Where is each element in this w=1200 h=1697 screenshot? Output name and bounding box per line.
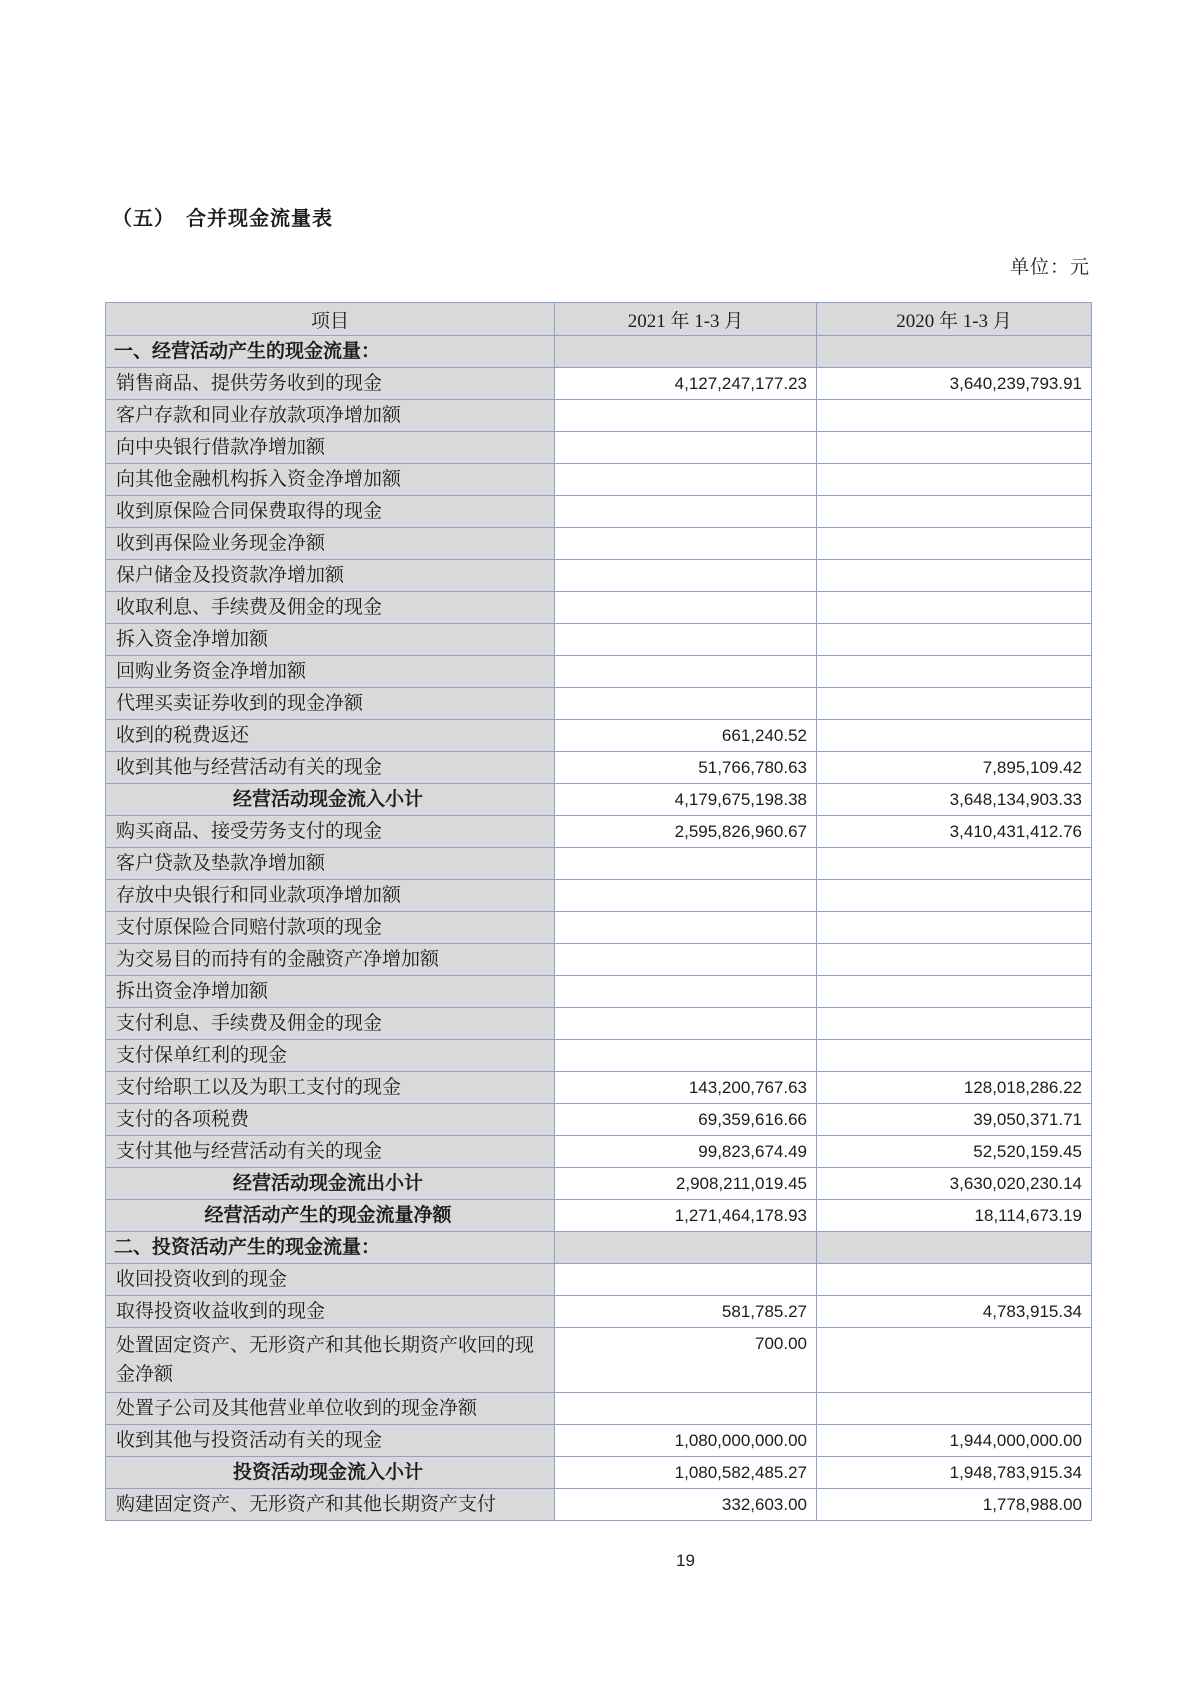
value-2021	[555, 944, 817, 976]
row-label: 投资活动现金流入小计	[106, 1457, 555, 1489]
value-2020	[817, 1393, 1092, 1425]
value-2021	[555, 400, 817, 432]
value-2021: 661,240.52	[555, 720, 817, 752]
row-label: 向中央银行借款净增加额	[106, 432, 555, 464]
table-row	[106, 496, 1092, 528]
table-row	[106, 944, 1092, 976]
value-2021	[555, 592, 817, 624]
value-2021: 143,200,767.63	[555, 1072, 817, 1104]
value-2020	[817, 848, 1092, 880]
table-row	[106, 1040, 1092, 1072]
row-label: 支付的各项税费	[106, 1104, 555, 1136]
value-2020	[817, 656, 1092, 688]
row-label: 客户存款和同业存放款项净增加额	[106, 400, 555, 432]
row-label: 取得投资收益收到的现金	[106, 1296, 555, 1328]
value-2021: 1,080,000,000.00	[555, 1425, 817, 1457]
unit-label: 单位：元	[1009, 257, 1090, 278]
value-2020: 18,114,673.19	[817, 1200, 1092, 1232]
value-2020	[817, 560, 1092, 592]
column-header-2021: 2021 年 1-3 月	[555, 303, 817, 336]
section-title: （五） 合并现金流量表	[112, 208, 333, 230]
value-2020: 7,895,109.42	[817, 752, 1092, 784]
row-label: 代理买卖证券收到的现金净额	[106, 688, 555, 720]
value-2021	[555, 912, 817, 944]
table-row	[106, 560, 1092, 592]
value-2020	[817, 528, 1092, 560]
table-row	[106, 368, 1092, 400]
value-2021	[555, 528, 817, 560]
table-row	[106, 1072, 1092, 1104]
value-2021	[555, 1393, 817, 1425]
row-label: 收回投资收到的现金	[106, 1264, 555, 1296]
row-label: 处置子公司及其他营业单位收到的现金净额	[106, 1393, 555, 1425]
value-2021	[555, 688, 817, 720]
row-label: 客户贷款及垫款净增加额	[106, 848, 555, 880]
value-2020	[817, 688, 1092, 720]
value-2021	[555, 1008, 817, 1040]
table-row	[106, 400, 1092, 432]
row-label: 回购业务资金净增加额	[106, 656, 555, 688]
table-row	[106, 912, 1092, 944]
row-label: 保户储金及投资款净增加额	[106, 560, 555, 592]
value-2021: 2,595,826,960.67	[555, 816, 817, 848]
value-2021	[555, 848, 817, 880]
row-label: 支付保单红利的现金	[106, 1040, 555, 1072]
row-label: 收到其他与经营活动有关的现金	[106, 752, 555, 784]
value-2020: 1,948,783,915.34	[817, 1457, 1092, 1489]
value-2020	[817, 720, 1092, 752]
value-2021	[555, 560, 817, 592]
table-row	[106, 1425, 1092, 1457]
value-2021: 1,080,582,485.27	[555, 1457, 817, 1489]
value-2020	[817, 1232, 1092, 1264]
table-row	[106, 1008, 1092, 1040]
value-2020	[817, 624, 1092, 656]
table-row	[106, 688, 1092, 720]
row-label: 经营活动产生的现金流量净额	[106, 1200, 555, 1232]
value-2021	[555, 1040, 817, 1072]
row-label: 处置固定资产、无形资产和其他长期资产收回的现金净额	[106, 1328, 555, 1393]
row-label: 经营活动现金流入小计	[106, 784, 555, 816]
table-row	[106, 848, 1092, 880]
table-row	[106, 1200, 1092, 1232]
value-2020: 4,783,915.34	[817, 1296, 1092, 1328]
cash-flow-table-body	[106, 336, 1092, 1521]
value-2020: 3,640,239,793.91	[817, 368, 1092, 400]
row-label: 收取利息、手续费及佣金的现金	[106, 592, 555, 624]
value-2020	[817, 1328, 1092, 1393]
row-label: 收到原保险合同保费取得的现金	[106, 496, 555, 528]
row-label: 拆出资金净增加额	[106, 976, 555, 1008]
table-row	[106, 1104, 1092, 1136]
row-label: 二、投资活动产生的现金流量：	[106, 1232, 555, 1264]
table-row	[106, 464, 1092, 496]
value-2021	[555, 432, 817, 464]
value-2020: 52,520,159.45	[817, 1136, 1092, 1168]
row-label: 收到再保险业务现金净额	[106, 528, 555, 560]
table-row	[106, 592, 1092, 624]
row-label: 经营活动现金流出小计	[106, 1168, 555, 1200]
value-2020: 39,050,371.71	[817, 1104, 1092, 1136]
table-row	[106, 656, 1092, 688]
page-number: 19	[676, 1551, 695, 1570]
value-2020	[817, 592, 1092, 624]
table-row	[106, 1296, 1092, 1328]
value-2020	[817, 1040, 1092, 1072]
table-row	[106, 720, 1092, 752]
value-2020	[817, 976, 1092, 1008]
value-2020: 3,410,431,412.76	[817, 816, 1092, 848]
value-2021: 700.00	[555, 1328, 817, 1393]
value-2021: 51,766,780.63	[555, 752, 817, 784]
value-2020: 128,018,286.22	[817, 1072, 1092, 1104]
row-label: 购买商品、接受劳务支付的现金	[106, 816, 555, 848]
table-row	[106, 1264, 1092, 1296]
value-2020: 1,944,000,000.00	[817, 1425, 1092, 1457]
row-label: 收到其他与投资活动有关的现金	[106, 1425, 555, 1457]
row-label: 收到的税费返还	[106, 720, 555, 752]
value-2021: 69,359,616.66	[555, 1104, 817, 1136]
table-row	[106, 1328, 1092, 1393]
value-2020	[817, 1264, 1092, 1296]
value-2020	[817, 496, 1092, 528]
row-label: 支付利息、手续费及佣金的现金	[106, 1008, 555, 1040]
value-2020: 3,648,134,903.33	[817, 784, 1092, 816]
row-label: 为交易目的而持有的金融资产净增加额	[106, 944, 555, 976]
table-row	[106, 1393, 1092, 1425]
table-row	[106, 752, 1092, 784]
value-2020	[817, 912, 1092, 944]
value-2020	[817, 464, 1092, 496]
value-2021: 4,127,247,177.23	[555, 368, 817, 400]
row-label: 支付给职工以及为职工支付的现金	[106, 1072, 555, 1104]
table-row	[106, 528, 1092, 560]
table-row	[106, 784, 1092, 816]
value-2021: 4,179,675,198.38	[555, 784, 817, 816]
value-2020: 1,778,988.00	[817, 1489, 1092, 1521]
row-label: 一、经营活动产生的现金流量：	[106, 336, 555, 368]
cash-flow-table	[105, 302, 1092, 1521]
value-2021: 581,785.27	[555, 1296, 817, 1328]
value-2020	[817, 400, 1092, 432]
value-2020: 3,630,020,230.14	[817, 1168, 1092, 1200]
value-2021	[555, 496, 817, 528]
value-2021	[555, 624, 817, 656]
table-row	[106, 1457, 1092, 1489]
value-2021: 332,603.00	[555, 1489, 817, 1521]
value-2021	[555, 880, 817, 912]
row-label: 拆入资金净增加额	[106, 624, 555, 656]
value-2021: 99,823,674.49	[555, 1136, 817, 1168]
row-label: 支付原保险合同赔付款项的现金	[106, 912, 555, 944]
value-2021	[555, 1232, 817, 1264]
row-label: 向其他金融机构拆入资金净增加额	[106, 464, 555, 496]
table-header-row	[106, 303, 1092, 336]
value-2020	[817, 944, 1092, 976]
value-2020	[817, 1008, 1092, 1040]
table-row	[106, 1489, 1092, 1521]
value-2021	[555, 336, 817, 368]
table-row	[106, 624, 1092, 656]
row-label: 购建固定资产、无形资产和其他长期资产支付	[106, 1489, 555, 1521]
value-2020	[817, 880, 1092, 912]
value-2021: 2,908,211,019.45	[555, 1168, 817, 1200]
table-row	[106, 816, 1092, 848]
row-label: 存放中央银行和同业款项净增加额	[106, 880, 555, 912]
value-2021	[555, 976, 817, 1008]
value-2020	[817, 336, 1092, 368]
row-label: 支付其他与经营活动有关的现金	[106, 1136, 555, 1168]
column-header-item: 项目	[106, 303, 555, 336]
value-2021	[555, 656, 817, 688]
table-row	[106, 432, 1092, 464]
row-label: 销售商品、提供劳务收到的现金	[106, 368, 555, 400]
value-2021	[555, 1264, 817, 1296]
table-row	[106, 1168, 1092, 1200]
value-2020	[817, 432, 1092, 464]
value-2021	[555, 464, 817, 496]
table-row	[106, 976, 1092, 1008]
table-row	[106, 1136, 1092, 1168]
section-header-row	[106, 1232, 1092, 1264]
column-header-2020: 2020 年 1-3 月	[817, 303, 1092, 336]
table-row	[106, 880, 1092, 912]
section-header-row	[106, 336, 1092, 368]
value-2021: 1,271,464,178.93	[555, 1200, 817, 1232]
